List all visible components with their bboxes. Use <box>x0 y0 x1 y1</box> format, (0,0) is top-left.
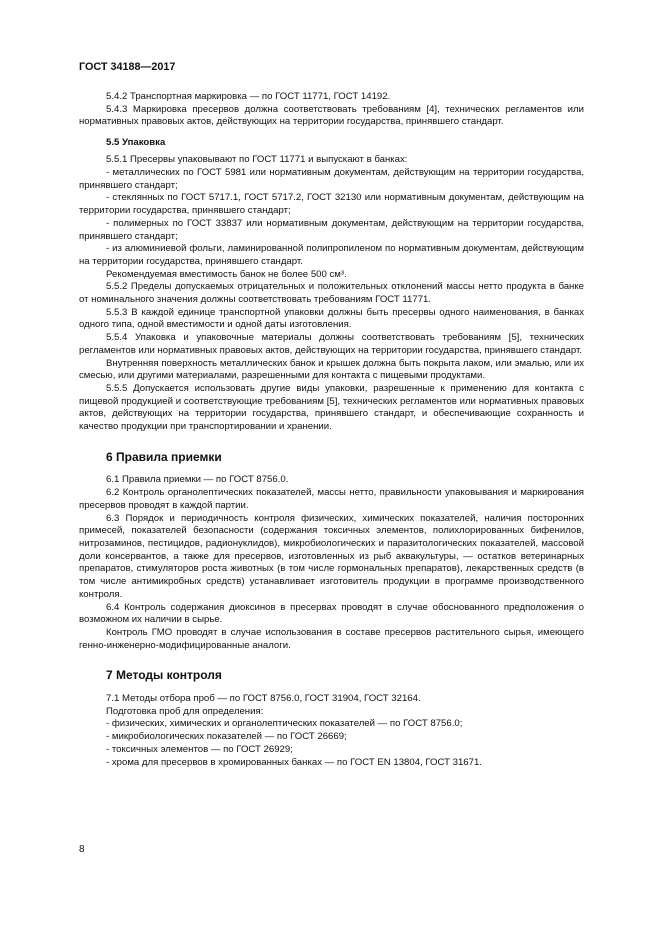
page-number: 8 <box>79 844 85 855</box>
paragraph-5-5-3: 5.5.3 В каждой единице транспортной упаковки должны быть пресервы одного наименования, в банках одного типа, одной вместимости и одной даты изготовления. <box>79 306 584 331</box>
paragraph-5-4-2: 5.4.2 Транспортная маркировка — по ГОСТ 11771, ГОСТ 14192. <box>106 91 391 102</box>
paragraph-6-4: 6.4 Контроль содержания диоксинов в пресервах проводят в случае обоснованного предположения о возможном их наличии в сырье. <box>79 601 584 626</box>
subsection-heading-5-5: 5.5 Упаковка <box>106 136 166 148</box>
paragraph-gmo: Контроль ГМО проводят в случае использования в составе пресервов растительного сырья, имеющего генно-инженерно-модифицированные аналоги. <box>79 626 584 651</box>
paragraph-5-5-4: 5.5.4 Упаковка и упаковочные материалы должны соответствовать требованиям [5], технических регламентов или нормативных правовых актов, действующих на территории государства, принявшего стандарт. <box>79 332 584 356</box>
list-item: - из алюминиевой фольги, ламинированной полипропиленом по нормативным документам, действующим на территории государства, принявшего стандарт. <box>79 243 584 267</box>
paragraph-5-5-1: 5.5.1 Пресервы упаковывают по ГОСТ 11771 и выпускают в банках: <box>106 154 408 166</box>
list-item: - микробиологических показателей — по ГОСТ 26669; <box>106 731 347 743</box>
paragraph-inner-surface: Внутренняя поверхность металлических банок и крышек должна быть покрыта лаком, или эмалью, или их смесью, или другими материалами, разрешенными для контакта с пищевыми продуктами. <box>79 357 584 382</box>
paragraph-sample-prep: Подготовка проб для определения: <box>106 705 264 717</box>
document-body <box>79 91 584 769</box>
section-heading-7: 7 Методы контроля <box>106 668 222 683</box>
list-item: - металлических по ГОСТ 5981 или нормативным документам, действующим на территории государства, принявшего стандарт; <box>79 167 584 191</box>
list-item: - токсичных элементов — по ГОСТ 26929; <box>106 743 293 755</box>
paragraph-6-3: 6.3 Порядок и периодичность контроля физических, химических показателей, наличия посторонних примесей, показателей безопасности (содержания токсичных элементов, полихлорированных бифенилов, нитрозаминов, пестицидов, радионуклидов), микробиологических и паразитологических показателей, массовой доли консервантов, а также для пресервов, изготовленных из рыб аквакультуры, — остатков ветеринарных препаратов, стимуляторов роста животных (в том числе гормональных препаратов), лекарственных средств (в том числе антимикробных средств) устанавливает изготовитель продукции в программе производственного контроля. <box>79 512 584 600</box>
paragraph-5-5-5: 5.5.5 Допускается использовать другие виды упаковки, разрешенные к применению для контакта с пищевой продукцией и соответствующие требованиям [5], технических регламентов или нормативных правовых актов, действующих на территории государства, принявшего стандарт, и обеспечивающие сохранность и качество продукции при транспортировании и хранении. <box>79 382 584 433</box>
section-heading-6: 6 Правила приемки <box>106 449 222 464</box>
document-id: ГОСТ 34188—2017 <box>79 61 176 73</box>
paragraph-6-2: 6.2 Контроль органолептических показателей, массы нетто, правильности упаковывания и маркирования пресервов проводят в каждой партии. <box>79 487 584 511</box>
paragraph-7-1: 7.1 Методы отбора проб — по ГОСТ 8756.0, ГОСТ 31904, ГОСТ 32164. <box>106 693 421 705</box>
paragraph-5-4-3: 5.4.3 Маркировка пресервов должна соответствовать требованиям [4], технических регламентов или нормативных правовых актов, действующих на территории государства, принявшего стандарт. <box>79 103 584 128</box>
list-item: - полимерных по ГОСТ 33837 или нормативным документам, действующим на территории государства, принявшего стандарт; <box>79 217 584 242</box>
list-item: - физических, химических и органолептических показателей — по ГОСТ 8756.0; <box>106 718 463 730</box>
paragraph-5-5-2: 5.5.2 Пределы допускаемых отрицательных и положительных отклонений массы нетто продукта в банке от номинального значения должны соответствовать требованиям ГОСТ 11771. <box>79 281 584 306</box>
paragraph-capacity: Рекомендуемая вместимость банок не более 500 см³. <box>106 268 347 280</box>
list-item: - хрома для пресервов в хромированных банках — по ГОСТ EN 13804, ГОСТ 31671. <box>106 756 482 768</box>
list-item: - стеклянных по ГОСТ 5717.1, ГОСТ 5717.2, ГОСТ 32130 или нормативным документам, действующим на территории государства, принявшего стандарт; <box>79 192 584 217</box>
paragraph-6-1: 6.1 Правила приемки — по ГОСТ 8756.0. <box>106 474 289 486</box>
